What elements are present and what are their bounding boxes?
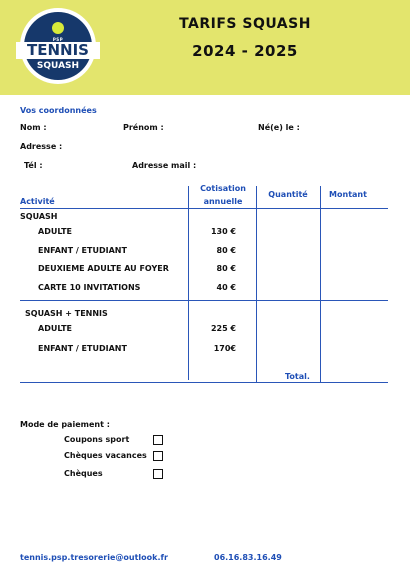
mail-label: Adresse mail : (132, 161, 197, 170)
club-logo (20, 8, 96, 84)
row-label: ENFANT / ETUDIANT (38, 246, 127, 255)
table-header-rule (20, 208, 388, 209)
table-col-divider (188, 186, 189, 380)
row-price: 80 € (216, 246, 236, 255)
nom-label: Nom : (20, 123, 47, 132)
payment-option-label: Chèques vacances (64, 451, 147, 460)
payment-option-label: Chèques (64, 469, 103, 478)
row-label: DEUXIEME ADULTE AU FOYER (38, 264, 169, 273)
prenom-label: Prénom : (123, 123, 164, 132)
table-section-rule (20, 300, 388, 301)
birthdate-label: Né(e) le : (258, 123, 300, 132)
row-label: CARTE 10 INVITATIONS (38, 283, 141, 292)
logo-text-tennis: TENNIS (16, 42, 100, 59)
section-title-squash-tennis: SQUASH + TENNIS (25, 309, 108, 318)
row-label: ADULTE (38, 227, 73, 236)
tennis-ball-icon (52, 22, 64, 34)
cheques-vacances-checkbox[interactable] (153, 451, 163, 461)
col-header-annuelle: annuelle (203, 197, 243, 206)
total-label: Total. (285, 372, 310, 381)
page-title: TARIFS SQUASH (179, 16, 311, 32)
payment-option-label: Coupons sport (64, 435, 130, 444)
row-price: 225 € (210, 324, 236, 333)
season-title: 2024 - 2025 (192, 42, 298, 60)
row-label: ADULTE (38, 324, 73, 333)
tel-label: Tél : (24, 161, 43, 170)
col-header-quantite: Quantité (268, 190, 308, 199)
adresse-label: Adresse : (20, 142, 63, 151)
logo-text-squash: SQUASH (36, 61, 80, 71)
col-header-cotisation: Cotisation (200, 184, 246, 193)
coupons-sport-checkbox[interactable] (153, 435, 163, 445)
table-bottom-rule (20, 382, 388, 383)
header-band (0, 0, 410, 95)
cheques-checkbox[interactable] (153, 469, 163, 479)
row-price: 170€ (213, 344, 236, 353)
coords-heading: Vos coordonnées (20, 106, 97, 115)
contact-email: tennis.psp.tresorerie@outlook.fr (20, 553, 168, 562)
section-title-squash: SQUASH (20, 212, 58, 221)
row-price: 40 € (216, 283, 236, 292)
table-col-divider (320, 186, 321, 382)
contact-phone: 06.16.83.16.49 (214, 553, 282, 562)
payment-heading: Mode de paiement : (20, 420, 110, 429)
logo-small-text: PSP (52, 37, 64, 42)
row-price: 80 € (216, 264, 236, 273)
table-col-divider (256, 186, 257, 382)
row-price: 130 € (210, 227, 236, 236)
col-header-montant: Montant (329, 190, 367, 199)
row-label: ENFANT / ETUDIANT (38, 344, 127, 353)
col-header-activite: Activité (20, 197, 55, 206)
